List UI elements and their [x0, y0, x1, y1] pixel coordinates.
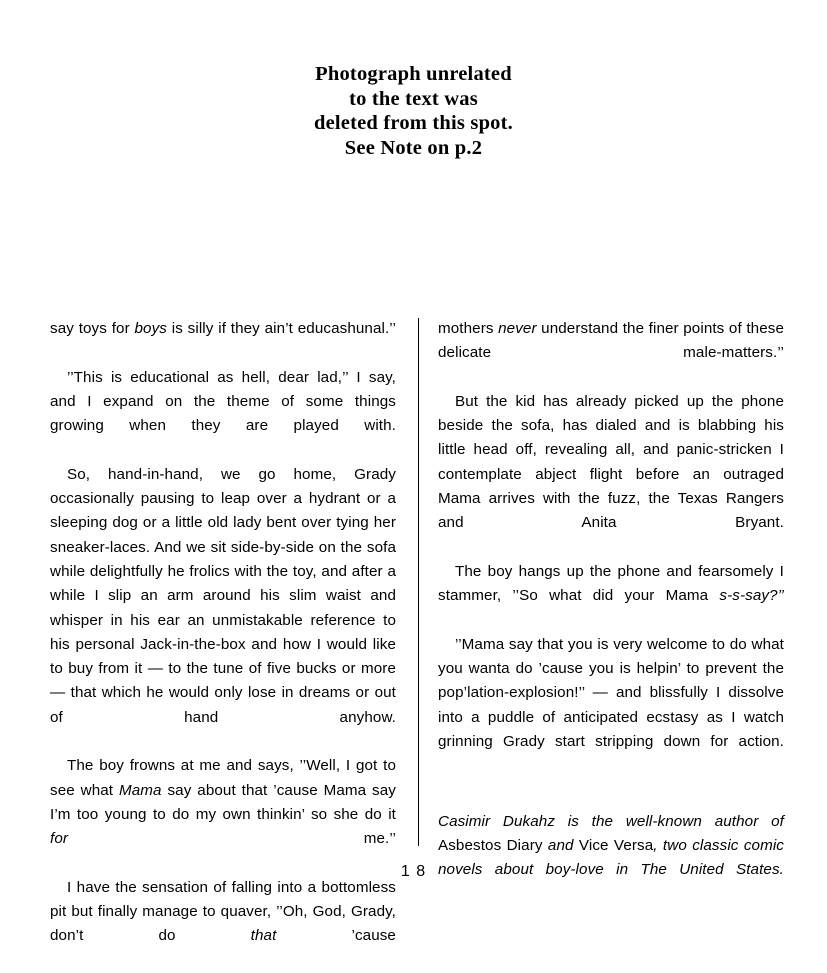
body-text: ’’This is educational as hell, dear lad,’’ I say, and I expand on the theme of some things growing when they are played with. — [50, 368, 396, 435]
body-text: ’’Mama say that you is very welcome to do what you wanta do ’cause you is helpin’ to prevent the pop’lation-explosion!’’ — and blissfully I dissolve into a puddle of anticipated ecstasy as I watch grinning Grady start stripping down for action. — [438, 635, 784, 751]
emphasis-text: and — [542, 836, 579, 854]
body-text: is silly if they ain’t educashunal.’’ — [166, 320, 396, 337]
body-paragraph — [438, 390, 784, 560]
body-paragraph — [50, 317, 396, 366]
notice-line: deleted from this spot. — [314, 112, 513, 134]
page-number: 1 8 — [400, 863, 427, 880]
notice-line: Photograph unrelated — [315, 63, 512, 85]
column-right — [438, 317, 784, 907]
body-text: I have the sensation of falling into a bottomless pit but finally manage to quaver, ’’Oh, God, Grady, don’t do — [50, 878, 396, 945]
body-text: me.’’ — [68, 830, 396, 848]
body-paragraph — [50, 463, 396, 755]
body-text: say about that ’cause Mama say I’m too young to do my own thinkin’ so she do it — [50, 781, 396, 823]
book-title-text: Vice Versa — [578, 836, 654, 854]
body-text: mothers — [438, 320, 499, 337]
body-text: The boy frowns at me and says, ’’Well, I got to see what — [50, 757, 396, 799]
emphasis-text: Casimir Dukahz is the well-known author of — [438, 812, 784, 830]
body-paragraph — [438, 317, 784, 390]
body-text: say toys for — [50, 320, 135, 337]
emphasis-text: boys — [134, 320, 167, 337]
emphasis-text: s-s-say?’’ — [719, 587, 784, 605]
body-text: ’cause — [276, 927, 396, 945]
emphasis-text: never — [498, 320, 537, 337]
body-paragraph — [50, 366, 396, 463]
column-divider-rule — [418, 318, 419, 846]
body-paragraph — [50, 876, 396, 973]
emphasis-text: Mama — [119, 781, 162, 799]
notice-line: to the text was — [349, 87, 478, 110]
body-paragraph — [438, 633, 784, 779]
body-paragraph — [438, 560, 784, 633]
emphasis-text: that — [250, 927, 277, 945]
photo-removal-notice — [0, 62, 827, 160]
body-text: So, hand-in-hand, we go home, Grady occasionally pausing to leap over a hydrant or a sleeping dog or a little old lady bent over tying her sneaker-laces. And we sit side-by-side on the sofa while delightfully he frolics with the toy, and after a while I slip an arm around his slim waist and whisper in his ear an unmistakable reference to his personal Jack-in-the-box and how I would like to buy from it — to the tune of five bucks or more — that which he would only lose in dreams or out of hand anyhow. — [50, 465, 396, 726]
body-text: But the kid has already picked up the phone beside the sofa, has dialed and is blabbing his little head off, revealing all, and panic-stricken I contemplate abject flight before an outraged Mama arrives with the fuzz, the Texas Rangers and Anita Bryant. — [438, 392, 784, 532]
book-title-text: Asbestos Diary — [438, 836, 543, 854]
notice-line: See Note on p.2 — [344, 136, 483, 159]
body-text: understand the finer points of these delicate male-matters.’’ — [438, 320, 784, 362]
emphasis-text: , two classic comic novels about boy-love in The United States. — [438, 836, 784, 879]
body-paragraph — [50, 754, 396, 875]
author-bio — [438, 810, 784, 907]
emphasis-text: for — [50, 830, 69, 848]
body-text: The boy hangs up the phone and fearsomely I stammer, ’’So what did your Mama — [438, 562, 784, 605]
